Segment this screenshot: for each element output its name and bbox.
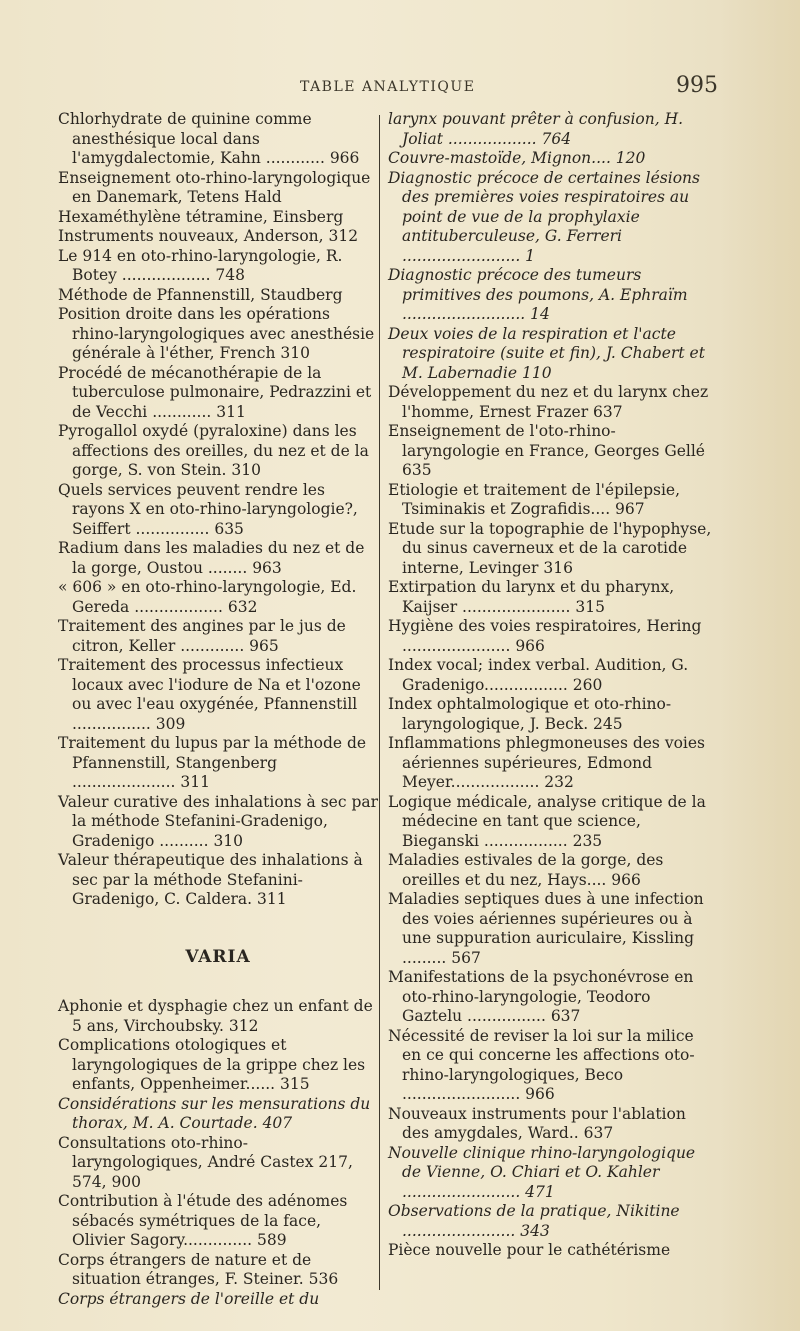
index-entry: Quels services peuvent rendre les rayons X en oto-rhino-laryngologie?, Seiffert ............... 635 — [58, 480, 358, 538]
index-entry: Corps étrangers de nature et de situation étranges, F. Steiner. 536 — [58, 1250, 339, 1288]
page-edge-shading — [720, 0, 800, 1331]
index-entry: Consultations oto-rhino-laryngologiques, André Castex 217, 574, 900 — [58, 1133, 353, 1191]
index-entry: Traitement du lupus par la méthode de Pfannenstill, Stangenberg ..................... 311 — [58, 734, 367, 791]
index-entry: Pièce nouvelle pour le cathétérisme — [388, 1241, 671, 1259]
section-heading: VARIA — [185, 946, 251, 967]
index-entry: Diagnostic précoce des tumeurs primitives des poumons, A. Ephraïm ......................... 14 — [388, 266, 688, 323]
index-entry: Valeur thérapeutique des inhalations à sec par la méthode Stefanini-Gradenigo, C. Caldera. 311 — [58, 851, 363, 908]
index-entry: Enseignement oto-rhino-laryngologique en Danemark, Tetens Hald — [58, 168, 371, 206]
index-entry: « 606 » en oto-rhino-laryngologie, Ed. Gereda .................. 632 — [58, 578, 357, 616]
index-entry: Logique médicale, analyse critique de la médecine en tant que science, Bieganski ................. 235 — [388, 792, 706, 850]
index-entry: Inflammations phlegmoneuses des voies aériennes supérieures, Edmond Meyer.................. 232 — [388, 734, 705, 791]
index-entry: Extirpation du larynx et du pharynx, Kaijser ...................... 315 — [388, 578, 675, 616]
index-entry: Pyrogallol oxydé (pyraloxine) dans les affections des oreilles, du nez et de la gorge, S. von Stein. 310 — [58, 422, 369, 479]
right-column — [388, 110, 713, 1261]
page-number: 995 — [676, 73, 718, 98]
index-entry: Maladies estivales de la gorge, des oreilles et du nez, Hays.... 966 — [388, 851, 664, 889]
index-entry: Valeur curative des inhalations à sec par la méthode Stefanini-Gradenigo, Gradenigo .......... 310 — [58, 792, 379, 850]
index-entry: Procédé de mécanothérapie de la tuberculose pulmonaire, Pedrazzini et de Vecchi ............ 311 — [58, 363, 372, 421]
index-entry: Complications otologiques et laryngologiques de la grippe chez les enfants, Oppenheimer...... 315 — [58, 1036, 366, 1093]
index-entry: Index ophtalmologique et oto-rhino-laryngologique, J. Beck. 245 — [388, 695, 672, 733]
index-entry: Index vocal; index verbal. Audition, G. Gradenigo................. 260 — [388, 656, 689, 694]
index-entry: Instruments nouveaux, Anderson, 312 — [58, 227, 359, 245]
index-entry: Etude sur la topographie de l'hypophyse, du sinus caverneux et de la carotide interne, Levinger 316 — [388, 519, 712, 577]
index-entry: Hexaméthylène tétramine, Einsberg — [58, 207, 344, 226]
index-entry: Traitement des angines par le jus de citron, Keller ............. 965 — [58, 617, 346, 655]
index-entry: Maladies septiques dues à une infection des voies aériennes supérieures ou à une suppuration auriculaire, Kissling ......... 567 — [388, 890, 704, 967]
index-entry: Considérations sur les mensurations du thorax, M. A. Courtade. 407 — [58, 1094, 371, 1132]
index-entry: Nécessité de reviser la loi sur la milice en ce qui concerne les affections oto-rhino-laryngologiques, Beco ........................ 966 — [388, 1026, 695, 1103]
left-column — [58, 110, 378, 1309]
index-entry: Aphonie et dysphagie chez un enfant de 5 ans, Virchoubsky. 312 — [58, 997, 373, 1035]
index-entry: Chlorhydrate de quinine comme anesthésique local dans l'amygdalectomie, Kahn ............ 966 — [58, 110, 360, 167]
index-entry: Couvre-mastoïde, Mignon.... 120 — [388, 149, 646, 167]
index-entry: Le 914 en oto-rhino-laryngologie, R. Botey .................. 748 — [58, 246, 343, 284]
index-entry: Observations de la pratique, Nikitine ....................... 343 — [388, 1202, 680, 1240]
index-entry: Enseignement de l'oto-rhino-laryngologie en France, Georges Gellé 635 — [388, 422, 705, 479]
column-divider — [379, 115, 380, 1290]
index-entry: Deux voies de la respiration et l'acte respiratoire (suite et fin), J. Chabert et M. Labernadie 110 — [388, 324, 705, 382]
index-entry: Nouveaux instruments pour l'ablation des amygdales, Ward.. 637 — [388, 1104, 686, 1142]
index-entry: larynx pouvant prêter à confusion, H. Joliat .................. 764 — [388, 110, 684, 148]
header-title: TABLE ANALYTIQUE — [300, 79, 476, 95]
index-entry: Nouvelle clinique rhino-laryngologique de Vienne, O. Chiari et O. Kahler ........................ 471 — [388, 1143, 696, 1201]
index-entry: Etiologie et traitement de l'épilepsie, Tsiminakis et Zografidis.... 967 — [388, 480, 681, 518]
index-entry: Position droite dans les opérations rhino-laryngologiques avec anesthésie générale à l'éther, French 310 — [58, 305, 375, 362]
index-entry: Radium dans les maladies du nez et de la gorge, Oustou ........ 963 — [58, 539, 365, 577]
index-entry: Traitement des processus infectieux locaux avec l'iodure de Na et l'ozone ou avec l'eau oxygénée, Pfannenstill ................ 309 — [58, 656, 361, 733]
index-entry: Méthode de Pfannenstill, Staudberg — [58, 285, 343, 304]
running-header — [0, 75, 800, 105]
index-entry: Contribution à l'étude des adénomes sébacés symétriques de la face, Olivier Sagory.............. 589 — [58, 1192, 348, 1249]
index-entry: Développement du nez et du larynx chez l'homme, Ernest Frazer 637 — [388, 383, 709, 421]
index-entry: Diagnostic précoce de certaines lésions des premières voies respiratoires au point de vue de la prophylaxie antituberculeuse, G. Ferreri ........................ 1 — [388, 168, 700, 265]
index-entry: Manifestations de la psychonévrose en oto-rhino-laryngologie, Teodoro Gaztelu ................ 637 — [388, 968, 694, 1025]
index-entry: Corps étrangers de l'oreille et du — [58, 1289, 320, 1308]
index-entry: Hygiène des voies respiratoires, Hering ...................... 966 — [388, 617, 702, 655]
